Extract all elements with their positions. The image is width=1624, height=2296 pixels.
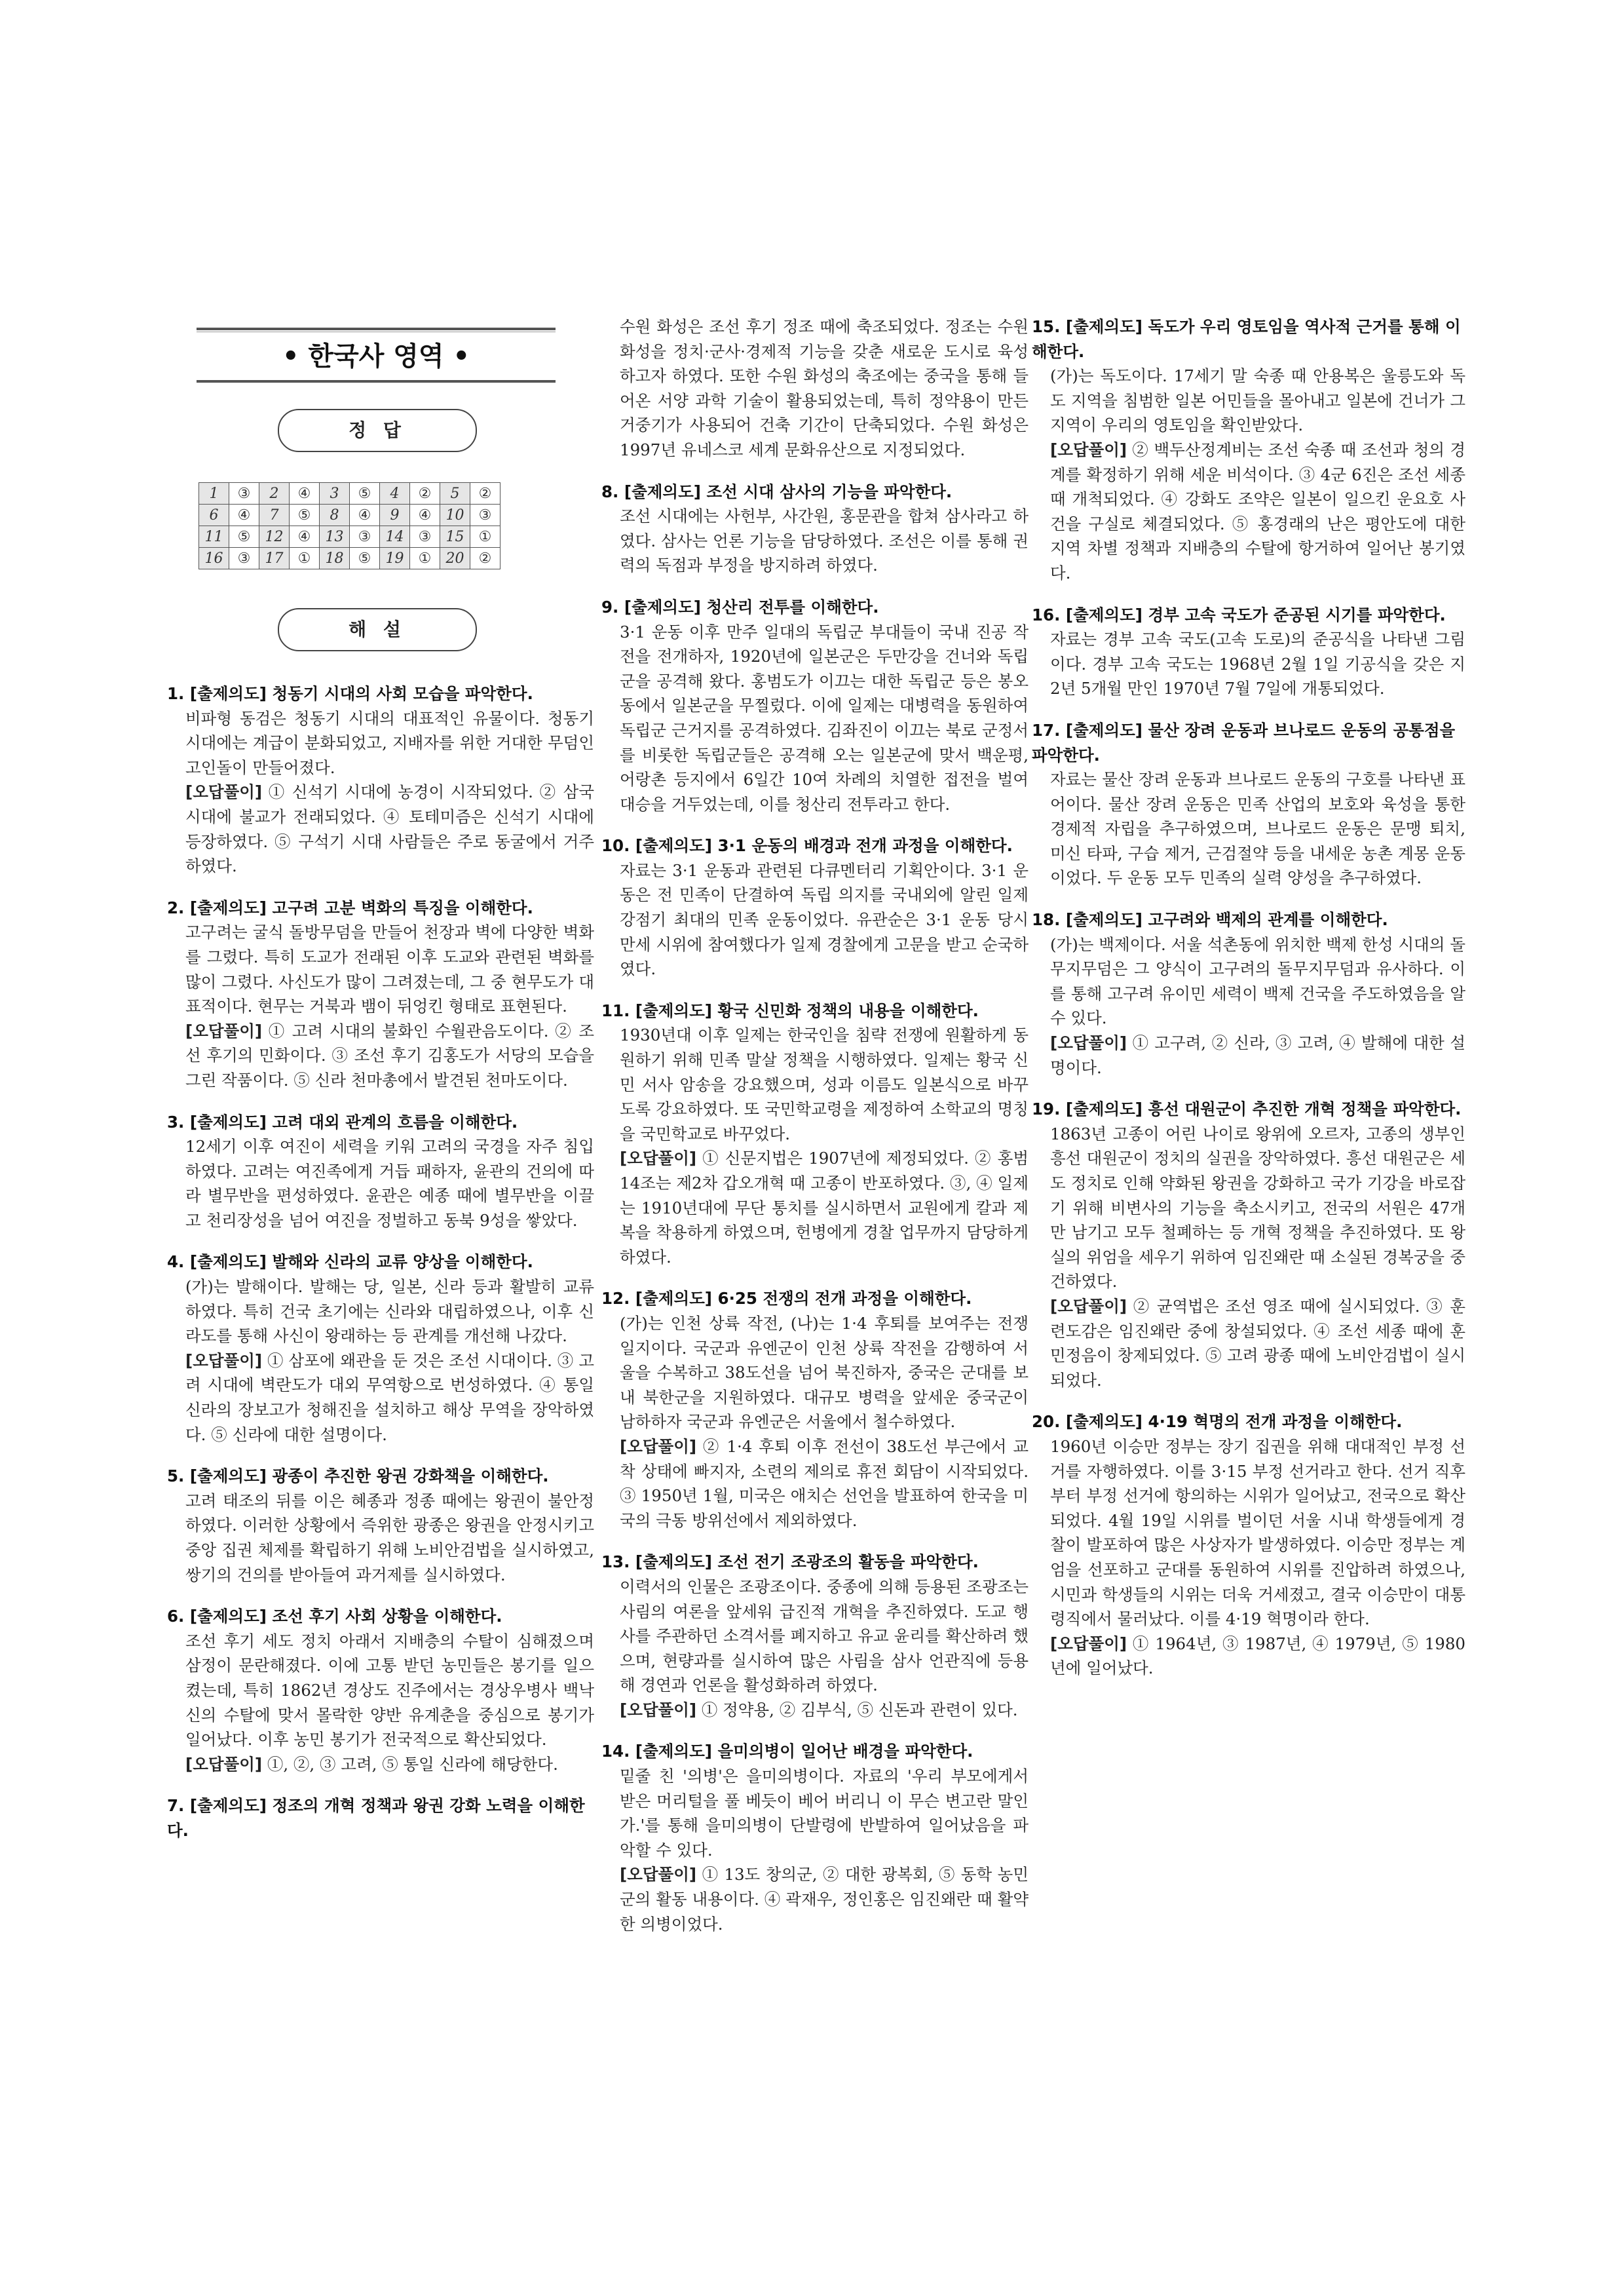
- explanation-item-6: [167, 1604, 594, 1776]
- wrong-label: [오답풀이]: [1050, 1296, 1127, 1316]
- question-number: 7: [259, 505, 290, 526]
- explanation-item-7-body: [601, 315, 1029, 463]
- explanation-item-9: [601, 595, 1029, 816]
- answer-choice: ⑤: [350, 548, 380, 569]
- answer-label: 정 답: [278, 409, 477, 452]
- wrong-explanation: ① 고구려, ② 신라, ③ 고려, ④ 발해에 대한 설명이다.: [1050, 1033, 1465, 1077]
- wrong-label: [오답풀이]: [1050, 1634, 1127, 1653]
- section-title-box: [197, 328, 556, 383]
- item-heading: 1. [출제의도] 청동기 시대의 사회 모습을 파악한다.: [167, 684, 533, 703]
- explanation-item-19: [1032, 1097, 1465, 1392]
- question-number: 15: [440, 526, 470, 548]
- answer-choice: ④: [290, 526, 320, 548]
- explanation-item-17: [1032, 718, 1465, 890]
- wrong-label: [오답풀이]: [620, 1865, 697, 1885]
- answer-choice: ⑤: [350, 483, 380, 505]
- item-body: (가)는 독도이다. 17세기 말 숙종 때 안용복은 울릉도와 독도 지역을 침범한 일본 어민들을 몰아내고 일본에 건너가 그 지역이 우리의 영토임을 확인받았다.: [1050, 366, 1465, 435]
- item-heading: 11. [출제의도] 황국 신민화 정책의 내용을 이해한다.: [601, 1001, 979, 1020]
- question-number: 11: [199, 526, 229, 548]
- item-body: 밑줄 친 '의병'은 을미의병이다. 자료의 '우리 부모에게서 받은 머리털을 풀 베듯이 베어 버리니 이 무슨 변고란 말인가.'를 통해 을미의병이 단발령에 반발하여 일어났음을 파악할 수 있다.: [620, 1767, 1029, 1860]
- question-number: 8: [320, 505, 350, 526]
- explanation-item-18: [1032, 908, 1465, 1080]
- answer-choice: ③: [229, 548, 259, 569]
- item-heading: 3. [출제의도] 고려 대외 관계의 흐름을 이해한다.: [167, 1112, 518, 1132]
- explanation-item-1: [167, 681, 594, 879]
- question-number: 9: [380, 505, 410, 526]
- item-body: 1930년대 이후 일제는 한국인을 침략 전쟁에 원활하게 동원하기 위해 민족 말살 정책을 시행하였다. 일제는 황국 신민 서사 암송을 강요했으며, 성과 이름도 일본식으로 바꾸도록 강요하였다. 또 국민학교령을 제정하여 소학교의 명칭을 국민학교로 바꾸었다.: [620, 1025, 1029, 1143]
- item-body: 수원 화성은 조선 후기 정조 때에 축조되었다. 정조는 수원 화성을 정치·군사·경제적 기능을 갖춘 새로운 도시로 육성하고자 하였다. 또한 수원 화성의 축조에는 중국을 통해 들어온 서양 과학 기술이 활용되었는데, 특히 정약용이 만든 거중기가 사용되어 건축 기간이 단축되었다. 수원 화성은 1997년 유네스코 세계 문화유산으로 지정되었다.: [620, 317, 1029, 459]
- answer-choice: ①: [470, 526, 500, 548]
- wrong-explanation: ② 균역법은 조선 영조 때에 실시되었다. ③ 훈련도감은 임진왜란 중에 창설되었다. ④ 조선 세종 때에 훈민정음이 창제되었다. ⑤ 고려 광종 때에 노비안검법이 실시되었다.: [1050, 1296, 1465, 1390]
- explanation-column-1: [167, 681, 594, 1860]
- item-heading: 18. [출제의도] 고구려와 백제의 관계를 이해한다.: [1032, 910, 1388, 930]
- explanation-item-8: [601, 480, 1029, 578]
- item-heading: 4. [출제의도] 발해와 신라의 교류 양상을 이해한다.: [167, 1252, 533, 1272]
- question-number: 6: [199, 505, 229, 526]
- explanation-item-10: [601, 833, 1029, 982]
- answer-choice: ①: [410, 548, 440, 569]
- item-body: 12세기 이후 여진이 세력을 키워 고려의 국경을 자주 침입하였다. 고려는 여진족에게 거듭 패하자, 윤관의 건의에 따라 별무반을 편성하였다. 윤관은 예종 때에 별무반을 이끌고 천리장성을 넘어 여진을 정벌하고 동북 9성을 쌓았다.: [185, 1137, 594, 1230]
- question-number: 18: [320, 548, 350, 569]
- answer-choice: ②: [410, 483, 440, 505]
- item-heading: 14. [출제의도] 을미의병이 일어난 배경을 파악한다.: [601, 1742, 973, 1761]
- answer-row: [199, 526, 500, 548]
- explanation-item-7-heading: [167, 1793, 594, 1843]
- item-heading: 12. [출제의도] 6·25 전쟁의 전개 과정을 이해한다.: [601, 1289, 972, 1309]
- item-heading: 17. [출제의도] 물산 장려 운동과 브나로드 운동의 공통점을 파악한다.: [1032, 720, 1456, 765]
- question-number: 13: [320, 526, 350, 548]
- answer-choice: ①: [290, 548, 320, 569]
- wrong-label: [오답풀이]: [185, 1754, 263, 1774]
- item-body: (가)는 발해이다. 발해는 당, 일본, 신라 등과 활발히 교류하였다. 특히 건국 초기에는 신라와 대립하였으나, 이후 신라도를 통해 사신이 왕래하는 등 관계를 개선해 나갔다.: [185, 1277, 594, 1346]
- explanation-item-11: [601, 999, 1029, 1270]
- explanation-item-14: [601, 1739, 1029, 1936]
- answer-choice: ⑤: [290, 505, 320, 526]
- answer-table: [198, 482, 500, 569]
- answer-choice: ③: [229, 483, 259, 505]
- answer-choice: ④: [350, 505, 380, 526]
- wrong-label: [오답풀이]: [1050, 1033, 1127, 1053]
- question-number: 16: [199, 548, 229, 569]
- answer-choice: ②: [470, 548, 500, 569]
- answer-row: [199, 548, 500, 569]
- explanation-item-5: [167, 1464, 594, 1587]
- item-body: 고구려는 굴식 돌방무덤을 만들어 천장과 벽에 다양한 벽화를 그렸다. 특히 도교가 전래된 이후 도교와 관련된 벽화를 많이 그렸다. 사신도가 많이 그려졌는데, 그 중 현무도가 대표적이다. 현무는 거북과 뱀이 뒤엉킨 형태로 표현된다.: [185, 923, 594, 1016]
- answer-choice: ③: [470, 505, 500, 526]
- item-heading: 15. [출제의도] 독도가 우리 영토임을 역사적 근거를 통해 이해한다.: [1032, 317, 1461, 361]
- answer-choice: ②: [470, 483, 500, 505]
- answer-choice: ③: [410, 526, 440, 548]
- explanation-column-2: [601, 315, 1029, 1953]
- item-body: 조선 시대에는 사헌부, 사간원, 홍문관을 합쳐 삼사라고 하였다. 삼사는 언론 기능을 담당하였다. 조선은 이를 통해 권력의 독점과 부정을 방지하려 하였다.: [620, 507, 1029, 575]
- question-number: 5: [440, 483, 470, 505]
- item-body: 자료는 경부 고속 국도(고속 도로)의 준공식을 나타낸 그림이다. 경부 고속 국도는 1968년 2월 1일 기공식을 갖은 지 2년 5개월 만인 1970년 7월 7일에 개통되었다.: [1050, 630, 1465, 698]
- answer-choice: ④: [410, 505, 440, 526]
- explain-label: 해 설: [278, 608, 477, 651]
- item-body: 자료는 3·1 운동과 관련된 다큐멘터리 기획안이다. 3·1 운동은 전 민족이 단결하여 독립 의지를 국내외에 알린 일제 강점기 최대의 민족 운동이었다. 유관순은 3·1 운동 당시 만세 시위에 참여했다가 일제 경찰에게 고문을 받고 순국하였다.: [620, 860, 1029, 979]
- item-heading: 5. [출제의도] 광종이 추진한 왕권 강화책을 이해한다.: [167, 1466, 549, 1486]
- item-body: 이력서의 인물은 조광조이다. 중종에 의해 등용된 조광조는 사림의 여론을 앞세워 급진적 개혁을 추진하였다. 도교 행사를 주관하던 소격서를 폐지하고 유교 윤리를 확산하려 했으며, 현량과를 실시하여 많은 사림을 삼사 언관직에 등용해 경연과 언론을 활성화하려 하였다.: [620, 1577, 1029, 1695]
- question-number: 12: [259, 526, 290, 548]
- wrong-explanation: ① 신석기 시대에 농경이 시작되었다. ② 삼국 시대에 불교가 전래되었다. ④ 토테미즘은 신석기 시대에 등장하였다. ⑤ 구석기 시대 사람들은 주로 동굴에서 거주하였다.: [185, 782, 594, 876]
- question-number: 1: [199, 483, 229, 505]
- answer-choice: ④: [229, 505, 259, 526]
- item-body: 1863년 고종이 어린 나이로 왕위에 오르자, 고종의 생부인 흥선 대원군이 정치의 실권을 장악하였다. 흥선 대원군은 세도 정치로 인해 약화된 왕권을 강화하고 국가 기강을 바로잡기 위해 비변사의 기능을 축소시키고, 전국의 서원은 47개만 남기고 모두 철폐하는 등 개혁 정책을 추진하였다. 또 왕실의 위엄을 세우기 위하여 임진왜란 때 소실된 경복궁을 중건하였다.: [1050, 1124, 1465, 1292]
- wrong-explanation: ② 1·4 후퇴 이후 전선이 38도선 부근에서 교착 상태에 빠지자, 소련의 제의로 휴전 회담이 시작되었다. ③ 1950년 1월, 미국은 애치슨 선언을 발표하여 한국을 미국의 극동 방위선에서 제외하였다.: [620, 1436, 1029, 1530]
- wrong-label: [오답풀이]: [620, 1149, 697, 1168]
- item-body: 3·1 운동 이후 만주 일대의 독립군 부대들이 국내 진공 작전을 전개하자, 1920년에 일본군은 두만강을 건너와 독립군을 공격해 왔다. 홍범도가 이끄는 대한 독립군 등은 봉오동에서 일본군을 무찔렀다. 이에 일제는 대병력을 동원하여 독립군 근거지를 공격하였다. 김좌진이 이끄는 북로 군정서를 비롯한 독립군들은 공격해 오는 일본군에 맞서 백운평, 어랑촌 등지에서 6일간 10여 차례의 치열한 접전을 벌여 대승을 거두었는데, 이를 청산리 전투라고 한다.: [620, 622, 1029, 814]
- item-heading: 6. [출제의도] 조선 후기 사회 상황을 이해한다.: [167, 1607, 502, 1626]
- question-number: 3: [320, 483, 350, 505]
- wrong-explanation: ② 백두산정계비는 조선 숙종 때 조선과 청의 경계를 확정하기 위해 세운 비석이다. ③ 4군 6진은 조선 세종 때 개척되었다. ④ 강화도 조약은 일본이 일으킨 운요호 사건을 구실로 체결되었다. ⑤ 홍경래의 난은 평안도에 대한 지역 차별 정책과 지배층의 수탈에 항거하여 일어난 봉기였다.: [1050, 440, 1465, 583]
- wrong-label: [오답풀이]: [1050, 440, 1127, 459]
- wrong-label: [오답풀이]: [620, 1700, 697, 1719]
- question-number: 2: [259, 483, 290, 505]
- explanation-item-13: [601, 1550, 1029, 1722]
- question-number: 10: [440, 505, 470, 526]
- question-number: 4: [380, 483, 410, 505]
- question-number: 20: [440, 548, 470, 569]
- explanation-item-20: [1032, 1409, 1465, 1681]
- wrong-label: [오답풀이]: [620, 1436, 697, 1456]
- wrong-explanation: ① 신문지법은 1907년에 제정되었다. ② 홍범 14조는 제2차 갑오개혁 때 고종이 반포하였다. ③, ④ 일제는 1910년대에 무단 통치를 실시하면서 교원에게 칼과 제복을 착용하게 하였으며, 헌병에게 경찰 업무까지 담당하게 하였다.: [620, 1149, 1029, 1267]
- item-body: 비파형 동검은 청동기 시대의 대표적인 유물이다. 청동기 시대에는 계급이 분화되었고, 지배자를 위한 거대한 무덤인 고인돌이 만들어졌다.: [185, 708, 594, 777]
- item-body: (가)는 인천 상륙 작전, (나)는 1·4 후퇴를 보여주는 전쟁 일지이다. 국군과 유엔군이 인천 상륙 작전을 감행하여 서울을 수복하고 38도선을 넘어 북진하자, 중국은 군대를 보내 북한군을 지원하였다. 대규모 병력을 앞세운 중국군이 남하하자 국군과 유엔군은 서울에서 철수하였다.: [620, 1313, 1029, 1432]
- question-number: 17: [259, 548, 290, 569]
- item-heading: 10. [출제의도] 3·1 운동의 배경과 전개 과정을 이해한다.: [601, 836, 1013, 856]
- item-heading: 19. [출제의도] 흥선 대원군이 추진한 개혁 정책을 파악한다.: [1032, 1100, 1462, 1119]
- item-body: 고려 태조의 뒤를 이은 혜종과 정종 때에는 왕권이 불안정하였다. 이러한 상황에서 즉위한 광종은 왕권을 안정시키고 중앙 집권 체제를 확립하기 위해 노비안검법을 실시하였고, 쌍기의 건의를 받아들여 과거제를 실시하였다.: [185, 1491, 594, 1584]
- question-number: 14: [380, 526, 410, 548]
- item-heading: 9. [출제의도] 청산리 전투를 이해한다.: [601, 597, 879, 617]
- wrong-explanation: ① 삼포에 왜관을 둔 것은 조선 시대이다. ③ 고려 시대에 벽란도가 대외 무역항으로 번성하였다. ④ 통일 신라의 장보고가 청해진을 설치하고 해상 무역을 장악하였다. ⑤ 신라에 대한 설명이다.: [185, 1350, 594, 1444]
- wrong-explanation: ① 정약용, ② 김부식, ⑤ 신돈과 관련이 있다.: [696, 1700, 1018, 1719]
- wrong-label: [오답풀이]: [185, 1021, 263, 1041]
- explanation-item-12: [601, 1286, 1029, 1533]
- answer-row: [199, 483, 500, 505]
- wrong-explanation: ① 13도 창의군, ② 대한 광복회, ⑤ 동학 농민군의 활동 내용이다. ④ 곽재우, 정인홍은 임진왜란 때 활약한 의병이었다.: [620, 1865, 1029, 1934]
- item-body: 1960년 이승만 정부는 장기 집권을 위해 대대적인 부정 선거를 자행하였다. 이를 3·15 부정 선거라고 한다. 선거 직후부터 부정 선거에 항의하는 시위가 일어났고, 전국으로 확산되었다. 4월 19일 시위를 벌이던 서울 시내 학생들에게 경찰이 발포하여 많은 사상자가 발생하였다. 이승만 정부는 계엄을 선포하고 군대를 동원하여 시위를 진압하려 하였으나, 시민과 학생들의 시위는 더욱 거세졌고, 결국 이승만이 대통령직에서 물러났다. 이를 4·19 혁명이라 한다.: [1050, 1436, 1465, 1629]
- answer-choice: ⑤: [229, 526, 259, 548]
- wrong-explanation: ①, ②, ③ 고려, ⑤ 통일 신라에 해당한다.: [262, 1754, 558, 1774]
- answer-choice: ③: [350, 526, 380, 548]
- item-heading: 2. [출제의도] 고구려 고분 벽화의 특징을 이해한다.: [167, 898, 533, 917]
- explanation-column-3: [1032, 315, 1465, 1698]
- wrong-label: [오답풀이]: [185, 782, 263, 802]
- explanation-item-16: [1032, 603, 1465, 701]
- question-number: 19: [380, 548, 410, 569]
- item-heading: 13. [출제의도] 조선 전기 조광조의 활동을 파악한다.: [601, 1552, 979, 1572]
- explanation-item-15: [1032, 315, 1465, 586]
- item-body: 자료는 물산 장려 운동과 브나로드 운동의 구호를 나타낸 표어이다. 물산 장려 운동은 민족 산업의 보호와 육성을 통한 경제적 자립을 추구하였으며, 브나로드 운동은 문맹 퇴치, 미신 타파, 구습 제거, 근검절약 등을 내세운 농촌 계몽 운동이었다. 두 운동 모두 민족의 실력 양성을 추구하였다.: [1050, 770, 1465, 888]
- explanation-item-4: [167, 1250, 594, 1447]
- item-body: 조선 후기 세도 정치 아래서 지배층의 수탈이 심해졌으며 삼정이 문란해졌다. 이에 고통 받던 농민들은 봉기를 일으켰는데, 특히 1862년 경상도 진주에서는 경상우병사 백낙신의 수탈에 맞서 몰락한 양반 유계춘을 중심으로 봉기가 일어났다. 이후 농민 봉기가 전국적으로 확산되었다.: [185, 1631, 594, 1750]
- answer-row: [199, 505, 500, 526]
- section-title: • 한국사 영역 •: [282, 341, 470, 372]
- item-body: (가)는 백제이다. 서울 석촌동에 위치한 백제 한성 시대의 돌무지무덤은 그 양식이 고구려의 돌무지무덤과 유사하다. 이를 통해 고구려 유이민 세력이 백제 건국을 주도하였음을 알 수 있다.: [1050, 934, 1465, 1028]
- wrong-explanation: ① 1964년, ③ 1987년, ④ 1979년, ⑤ 1980년에 일어났다.: [1050, 1634, 1465, 1678]
- item-heading: 7. [출제의도] 정조의 개혁 정책과 왕권 강화 노력을 이해한다.: [167, 1796, 585, 1840]
- wrong-explanation: ① 고려 시대의 불화인 수월관음도이다. ② 조선 후기의 민화이다. ③ 조선 후기 김홍도가 서당의 모습을 그린 작품이다. ⑤ 신라 천마총에서 발견된 천마도이다.: [185, 1021, 594, 1090]
- answer-choice: ④: [290, 483, 320, 505]
- explanation-item-2: [167, 896, 594, 1093]
- item-heading: 8. [출제의도] 조선 시대 삼사의 기능을 파악한다.: [601, 482, 953, 501]
- item-heading: 20. [출제의도] 4·19 혁명의 전개 과정을 이해한다.: [1032, 1412, 1403, 1432]
- item-heading: 16. [출제의도] 경부 고속 국도가 준공된 시기를 파악한다.: [1032, 605, 1446, 624]
- explanation-item-3: [167, 1110, 594, 1233]
- wrong-label: [오답풀이]: [185, 1350, 263, 1370]
